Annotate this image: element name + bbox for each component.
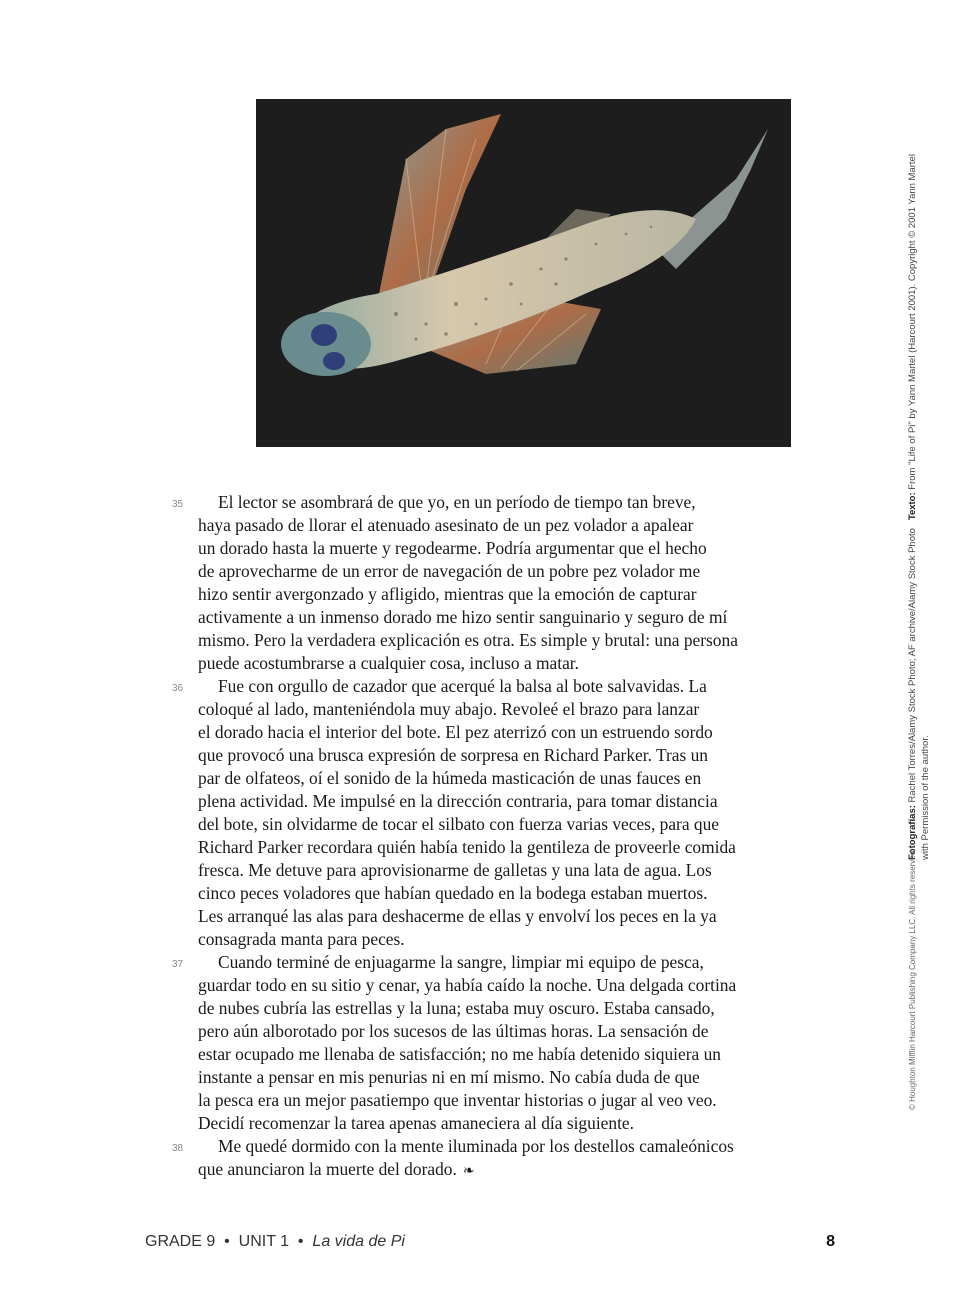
text-line: par de olfateos, oí el sonido de la húmeda masticación de unas fauces en [198,768,702,788]
paragraph-38 [172,1135,812,1183]
paragraph-number: 37 [172,959,184,970]
paragraph-number: 38 [172,1143,184,1154]
photos-label: Fotografías: [907,805,918,860]
footer-separator: • [224,1233,230,1250]
text-line: cinco peces voladores que habían quedado en la bodega estaban muertos. [198,883,708,903]
text-label: Texto: [907,492,918,521]
text-line: coloqué al lado, manteniéndola muy abajo. Revoleé el brazo para lanzar [198,699,700,719]
text-line: Decidí recomenzar la tarea apenas amaneciera al día siguiente. [198,1113,634,1133]
text-line: un dorado hasta la muerte y regodearme. Podría argumentar que el hecho [198,538,707,558]
text-line-last [198,1158,812,1183]
credits-line-2: with Permission of the author. [920,735,931,860]
text-line: la pesca era un mejor pasatiempo que inventar historias o jugar al veo veo. [198,1090,717,1110]
text-line: consagrada manta para peces. [198,929,405,949]
paragraph-35 [172,491,812,675]
text-line: de aprovecharme de un error de navegación de un pobre pez volador me [198,561,701,581]
text-line: pero aún alborotado por los sucesos de las últimas horas. La sensación de [198,1021,709,1041]
paragraph-37 [172,951,812,1135]
paragraph-36 [172,675,812,951]
text-line: plena actividad. Me impulsé en la dirección contraria, para tomar distancia [198,791,718,811]
photos-credit: Rachel Torres/Alamy Stock Photo; AF archive/Alamy Stock Photo [907,528,918,803]
flying-fish-photo [256,99,791,447]
text-line: del bote, sin olvidarme de tocar el silbato con fuerza varias veces, para que [198,814,720,834]
text-line: activamente a un inmenso dorado me hizo sentir sanguinario y seguro de mí [198,607,728,627]
footer-separator: • [297,1233,304,1250]
footer-course [145,1233,405,1251]
main-text [172,491,812,1183]
text-line: Les arranqué las alas para deshacerme de ellas y envolví los peces en la ya [198,906,717,926]
text-line: que provocó una brusca expresión de sorpresa en Richard Parker. Tras un [198,745,708,765]
footer-grade: GRADE 9 [145,1233,216,1250]
page-number: 8 [826,1233,835,1250]
copyright-notice: © Houghton Mifflin Harcourt Publishing Company LLC. All rights reserved. [908,848,917,1110]
credits-line-1 [906,154,919,860]
text-line: fresca. Me detuve para aprovisionarme de galletas y una lata de agua. Los [198,860,712,880]
footer-unit: UNIT 1 [238,1233,290,1250]
text-line: instante a pensar en mis penurias ni en mí mismo. No cabía duda de que [198,1067,700,1087]
text-line: que anunciaron la muerte del dorado. [198,1159,457,1179]
text-line: de nubes cubría las estrellas y la luna; estaba muy oscuro. Estaba cansado, [198,998,715,1018]
paragraph-number: 35 [172,499,184,510]
text-line: estar ocupado me llenaba de satisfacción; no me había detenido siquiera un [198,1044,721,1064]
text-line: hizo sentir avergonzado y afligido, mientras que la emoción de capturar [198,584,697,604]
text-line: mismo. Pero la verdadera explicación es otra. Es simple y brutal: una persona [198,630,738,650]
footer-title: La vida de Pi [312,1233,405,1250]
text-credit: From "Life of Pi" by Yann Martel (Harcourt 2001). Copyright © 2001 Yann Martel [907,154,918,490]
text-line: Richard Parker recordara quién había tenido la gentileza de proveerle comida [198,837,736,857]
text-line: el dorado hacia el interior del bote. El pez aterrizó con un estruendo sordo [198,722,713,742]
image-credits [906,154,932,860]
page-footer [145,1233,835,1257]
text-line: haya pasado de llorar el atenuado asesinato de un pez volador a apalear [198,515,694,535]
text-line: Cuando terminé de enjuagarme la sangre, limpiar mi equipo de pesca, [218,952,704,972]
text-line: puede acostumbrarse a cualquier cosa, incluso a matar. [198,653,579,673]
end-ornament-icon: ❧ [462,1164,475,1179]
text-line: Me quedé dormido con la mente iluminada por los destellos camaleónicos [218,1136,734,1156]
text-line: guardar todo en su sitio y cenar, ya había caído la noche. Una delgada cortina [198,975,737,995]
text-line: El lector se asombrará de que yo, en un período de tiempo tan breve, [218,492,696,512]
text-line: Fue con orgullo de cazador que acerqué la balsa al bote salvavidas. La [218,676,707,696]
paragraph-number: 36 [172,683,184,694]
